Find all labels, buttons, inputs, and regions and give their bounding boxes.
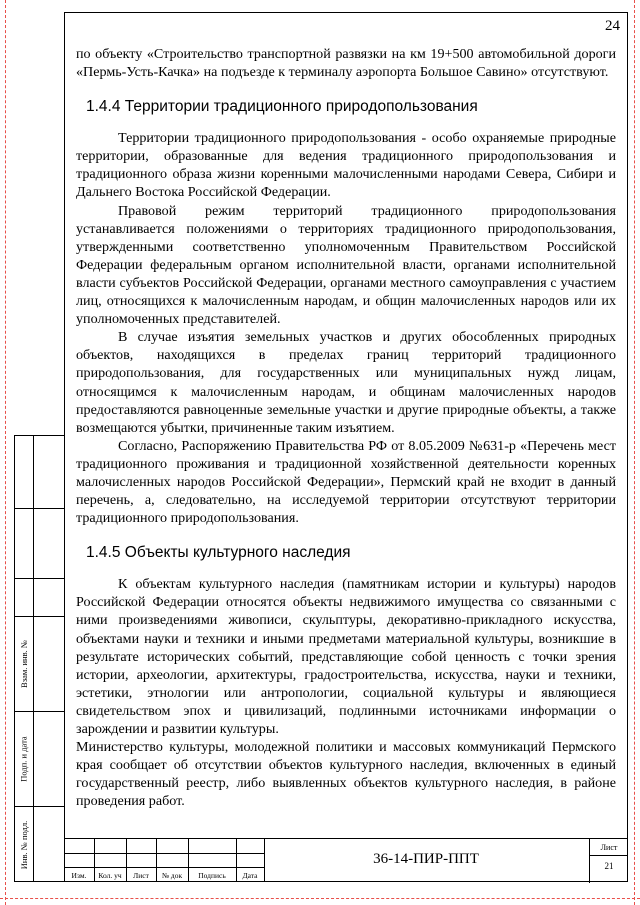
paragraph-intro: по объекту «Строительство транспортной развязки на км 19+500 автомобильной дороги «Пермь-Усть-Качка» на подъезде к терминалу аэропорта Большое Савино» отсутствуют.	[76, 46, 616, 81]
cut-line-left	[5, 0, 6, 905]
side-stamp-label: Взам. инв. №	[19, 639, 29, 688]
title-block	[64, 838, 628, 882]
paragraph: К объектам культурного наследия (памятникам истории и культуры) народов Российской Федерации относятся объекты недвижимого имущества со связанными с ними произведениями живописи, скульптуры, декоративно-прикладного искусства, объектами науки и техники и иными предметами материальной культуры, возникшие в результате исторических событий, представляющие собой ценность с точки зрения истории, археологии, архитектуры, градостроительства, искусства, науки и техники, эстетики, этнологии или антропологии, социальной культуры и являющиеся свидетельством эпох и цивилизаций, подлинными источниками информации о зарождении и развитии культуры.	[76, 576, 616, 737]
sheet-box	[589, 839, 628, 883]
document-code: 36-14-ПИР-ППТ	[373, 851, 479, 867]
side-stamp	[14, 435, 64, 882]
side-stamp-label: Инв. № подл.	[19, 820, 29, 869]
cut-line-bottom	[0, 898, 640, 899]
stamp-column-label: № док	[161, 871, 183, 880]
sheet-label: Лист	[600, 843, 618, 852]
paragraph: Министерство культуры, молодежной политики и массовых коммуникаций Пермского края сообщает об отсутствии объектов культурного наследия, включенных в единый государственный реестр, либо выявленных объектов культурного наследия, в районе проведения работ.	[76, 739, 616, 810]
cut-line-right	[634, 0, 635, 905]
stamp-column-label: Изм.	[71, 871, 87, 880]
sheet-number: 21	[604, 861, 614, 871]
paragraph: Согласно, Распоряжению Правительства РФ от 8.05.2009 №631-р «Перечень мест традиционного проживания и традиционной хозяйственной деятельности коренных малочисленных народов Российской Федерации», Пермский край не входит в данный перечень, а, следовательно, на исследуемой территории отсутствуют территории традиционного природопользования.	[76, 437, 616, 527]
side-stamp-label: Подп. и дата	[19, 735, 30, 782]
paragraph: Территории традиционного природопользования - особо охраняемые природные территории, образованные для ведения традиционного природопользования и традиционного образа жизни коренными малочисленными народами Севера, Сибири и Дальнего Востока Российской Федерации.	[76, 130, 616, 201]
section-heading-cultural-heritage: 1.4.5 Объекты культурного наследия	[86, 544, 351, 562]
stamp-column-label: Лист	[133, 871, 149, 880]
section-heading-traditional-land-use: 1.4.4 Территории традиционного природопользования	[86, 98, 478, 116]
page-number: 24	[605, 18, 620, 34]
stamp-column-label: Подпись	[198, 871, 226, 880]
paragraph: Правовой режим территорий традиционного природопользования устанавливается положениями о территориях традиционного природопользования, утвержденными соответственно уполномоченным Правительством Российской Федерации федеральным органом исполнительной власти, органами исполнительной власти субъектов Российской Федерации, органами местного самоуправления с участием лиц, относящихся к малочисленным народам, и общин малочисленных народов или их уполномоченных представителей.	[76, 202, 616, 328]
document-body	[76, 45, 616, 810]
paragraph: В случае изъятия земельных участков и других обособленных природных объектов, находящихся в пределах границ территорий традиционного природопользования, для государственных или муниципальных нужд лицам, относящимся к малочисленным народам, и общинам малочисленных народов предоставляются равноценные земельные участки и другие природные объекты, а также возмещаются убытки, причиненные таким изъятием.	[76, 329, 616, 436]
stamp-column-label: Кол. уч	[98, 871, 122, 880]
stamp-column-label: Дата	[242, 871, 258, 880]
